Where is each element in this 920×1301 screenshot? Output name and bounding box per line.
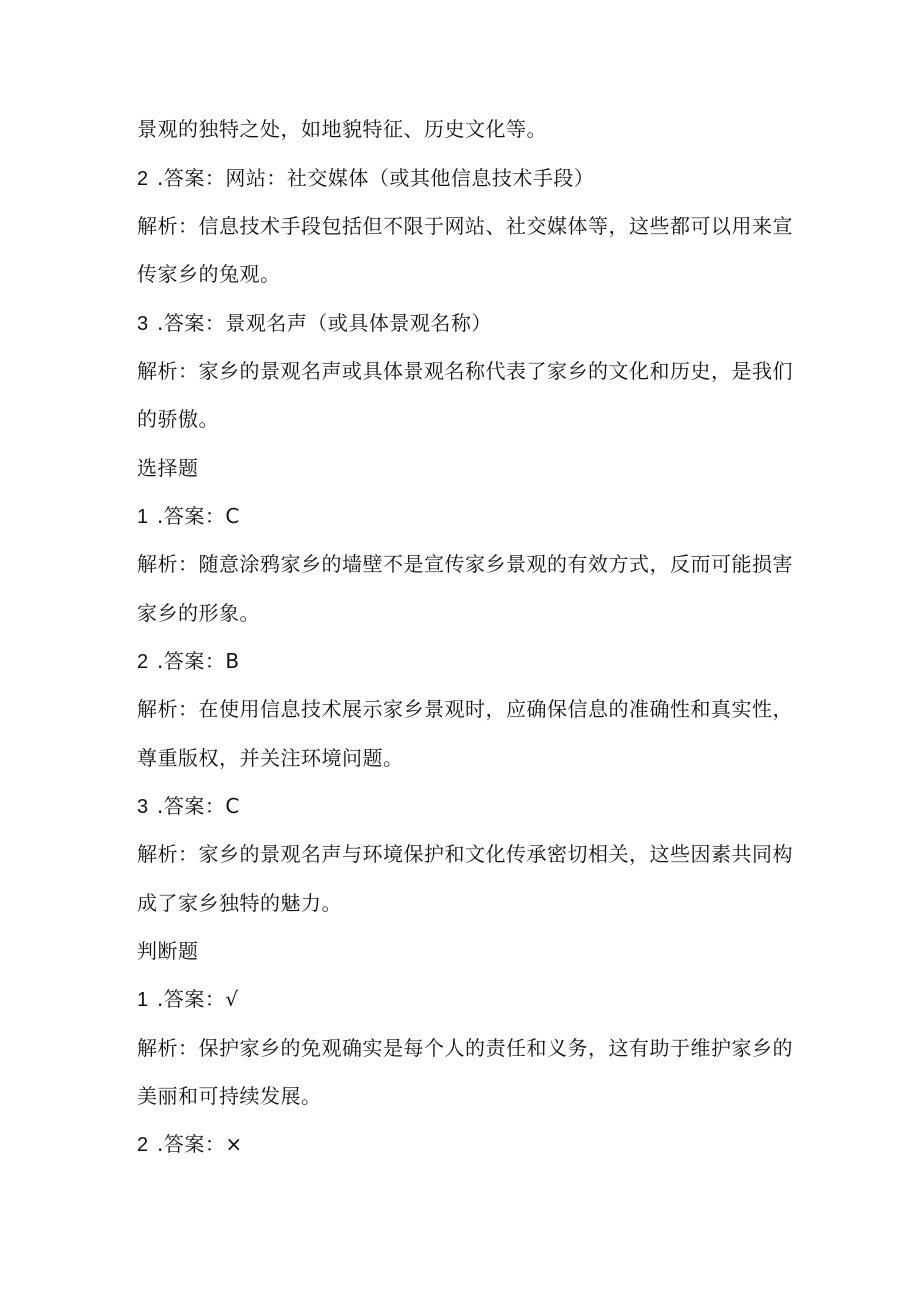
answer-text: .答案：×: [157, 1132, 243, 1156]
answer-line: [137, 504, 240, 529]
item-number: 1: [137, 989, 149, 1011]
text-line: [137, 891, 342, 915]
answer-text: .答案：C: [157, 504, 240, 528]
text-line: [137, 1084, 322, 1108]
item-number: 3: [137, 313, 149, 335]
answer-text: .答案：景观名声（或具体景观名称）: [157, 311, 492, 335]
analysis-line: [137, 842, 793, 866]
answer-text: .答案：网站：社交媒体（或其他信息技术手段）: [157, 166, 595, 190]
answer-line: [137, 1132, 243, 1157]
analysis-line: [137, 214, 793, 238]
line-text: 解析：家乡的景观名声或具体景观名称代表了家乡的文化和历史，是我们: [137, 359, 793, 383]
text-line: [137, 117, 547, 141]
line-text: 判断题: [137, 939, 199, 963]
answer-line: [137, 649, 240, 674]
line-text: 解析：保护家乡的免观确实是每个人的责任和义务，这有助于维护家乡的: [137, 1036, 793, 1060]
answer-line: [137, 311, 492, 336]
answer-text: .答案：√: [157, 987, 239, 1011]
line-text: 解析：信息技术手段包括但不限于网站、社交媒体等，这些都可以用来宣: [137, 214, 793, 238]
item-number: 2: [137, 168, 149, 190]
section-heading: [137, 456, 199, 480]
line-text: 家乡的形象。: [137, 601, 260, 625]
text-line: [137, 262, 281, 286]
line-text: 景观的独特之处，如地貌特征、历史文化等。: [137, 117, 547, 141]
analysis-line: [137, 1036, 793, 1060]
item-number: 3: [137, 796, 149, 818]
answer-line: [137, 166, 594, 191]
text-line: [137, 407, 219, 431]
line-text: 美丽和可持续发展。: [137, 1084, 322, 1108]
line-text: 选择题: [137, 456, 199, 480]
section-heading: [137, 939, 199, 963]
line-text: 解析：家乡的景观名声与环境保护和文化传承密切相关，这些因素共同构: [137, 842, 793, 866]
analysis-line: [137, 697, 793, 721]
line-text: 解析：在使用信息技术展示家乡景观时，应确保信息的准确性和真实性，: [137, 697, 793, 721]
line-text: 解析：随意涂鸦家乡的墙壁不是宣传家乡景观的有效方式，反而可能损害: [137, 552, 793, 576]
text-line: [137, 601, 260, 625]
line-text: 成了家乡独特的魅力。: [137, 891, 342, 915]
item-number: 2: [137, 651, 149, 673]
analysis-line: [137, 552, 793, 576]
analysis-line: [137, 359, 793, 383]
item-number: 2: [137, 1134, 149, 1156]
answer-text: .答案：C: [157, 794, 240, 818]
line-text: 传家乡的兔观。: [137, 262, 281, 286]
item-number: 1: [137, 506, 149, 528]
answer-text: .答案：B: [157, 649, 240, 673]
line-text: 尊重版权，并关注环境问题。: [137, 746, 404, 770]
text-line: [137, 746, 404, 770]
answer-line: [137, 987, 239, 1012]
answer-line: [137, 794, 240, 819]
line-text: 的骄傲。: [137, 407, 219, 431]
